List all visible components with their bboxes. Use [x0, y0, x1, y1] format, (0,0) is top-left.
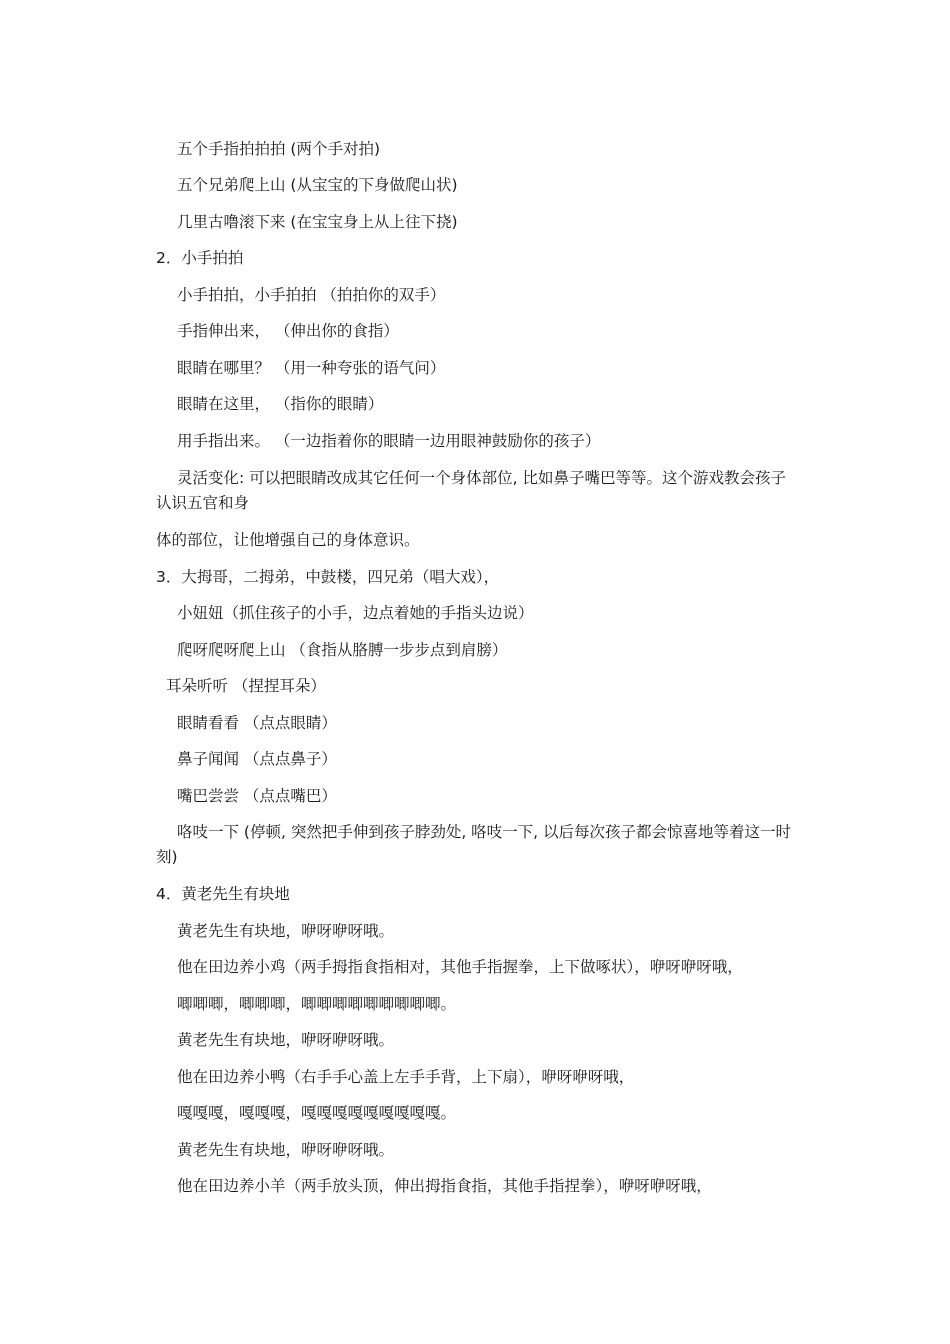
paragraph: 咯吱一下 (停顿, 突然把手伸到孩子脖劲处, 咯吱一下, 以后每次孩子都会惊喜地等着这一时刻)	[156, 823, 792, 866]
text-line: 体的部位，让他增强自己的身体意识。	[156, 531, 420, 549]
text-line: 他在田边养小羊（两手放头顶，伸出拇指食指，其他手指捏拳），咿呀咿呀哦，	[177, 1177, 712, 1195]
text-line: 五个兄弟爬上山 (从宝宝的下身做爬山状)	[177, 176, 458, 194]
section-heading: 4．黄老先生有块地	[156, 885, 290, 903]
text-line: 黄老先生有块地，咿呀咿呀哦。	[177, 922, 395, 940]
text-line: 爬呀爬呀爬上山 （食指从胳膊一步步点到肩膀）	[177, 641, 508, 659]
text-line: 嘴巴尝尝 （点点嘴巴）	[177, 787, 337, 805]
text-line: 唧唧唧，唧唧唧，唧唧唧唧唧唧唧唧唧。	[177, 995, 457, 1013]
text-line: 小手拍拍，小手拍拍 （拍拍你的双手）	[177, 286, 446, 304]
text-line: 五个手指拍拍拍 (两个手对拍)	[177, 140, 381, 158]
text-line: 用手指出来。 （一边指着你的眼睛一边用眼神鼓励你的孩子）	[177, 432, 601, 450]
section-heading: 3．大拇哥，二拇弟，中鼓楼，四兄弟（唱大戏），	[156, 568, 500, 586]
text-line: 嘎嘎嘎，嘎嘎嘎，嘎嘎嘎嘎嘎嘎嘎嘎嘎。	[177, 1104, 457, 1122]
text-line: 手指伸出来， （伸出你的食指）	[177, 322, 399, 340]
text-line: 几里古噜滚下来 (在宝宝身上从上往下挠)	[177, 213, 458, 231]
text-line: 眼睛在这里， （指你的眼睛）	[177, 395, 384, 413]
text-line: 眼睛看看 （点点眼睛）	[177, 714, 337, 732]
text-line: 耳朵听听 （捏捏耳朵）	[166, 677, 326, 695]
text-line: 他在田边养小鸡（两手拇指食指相对，其他手指握拳，上下做啄状），咿呀咿呀哦，	[177, 958, 743, 976]
text-line: 他在田边养小鸭（右手手心盖上左手手背，上下扇），咿呀咿呀哦，	[177, 1068, 635, 1086]
text-line: 鼻子闻闻 （点点鼻子）	[177, 750, 337, 768]
text-line: 眼睛在哪里？ （用一种夸张的语气问）	[177, 359, 446, 377]
paragraph: 灵活变化: 可以把眼睛改成其它任何一个身体部位, 比如鼻子嘴巴等等。这个游戏教会孩子认识五官和身	[156, 469, 787, 512]
text-line: 小妞妞（抓住孩子的小手，边点着她的手指头边说）	[177, 604, 534, 622]
text-line: 黄老先生有块地，咿呀咿呀哦。	[177, 1031, 395, 1049]
text-line: 黄老先生有块地，咿呀咿呀哦。	[177, 1141, 395, 1159]
section-heading: 2．小手拍拍	[156, 249, 244, 267]
